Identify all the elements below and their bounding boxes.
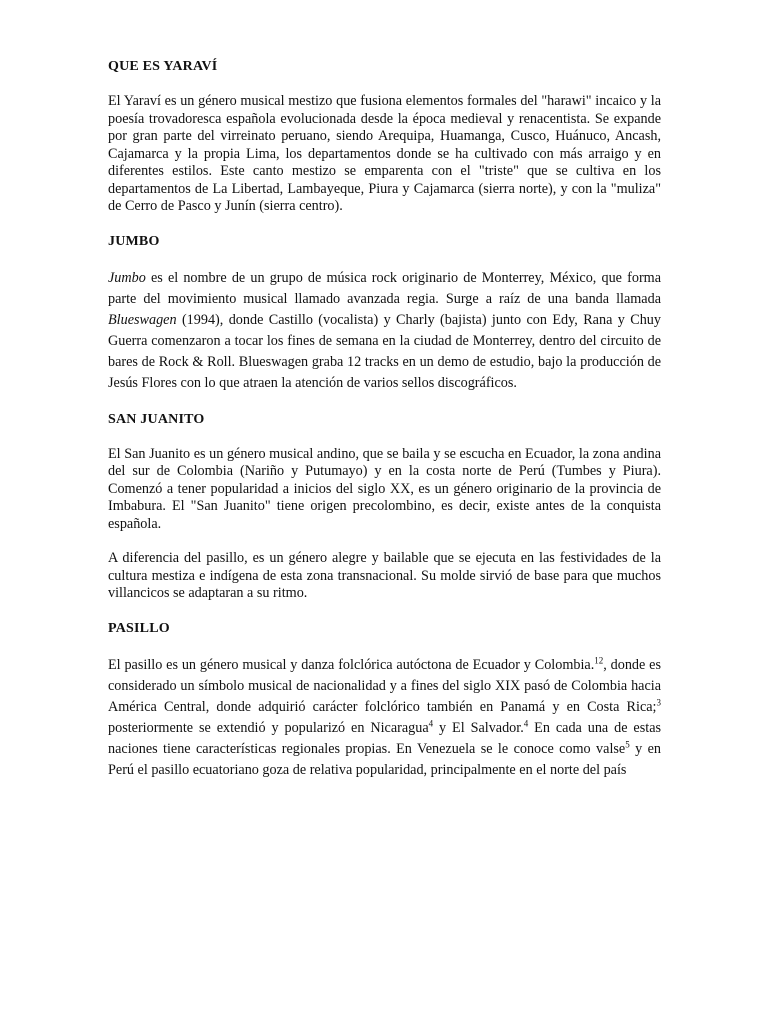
footnote-ref: 3 xyxy=(656,696,661,707)
section-heading: PASILLO xyxy=(108,620,170,636)
paragraph xyxy=(108,268,661,394)
text-run: y El Salvador. xyxy=(433,719,524,736)
section-heading: JUMBO xyxy=(108,233,160,249)
text-run: En cada una de estas naciones tiene características regionales propias. En Venezuela se le conoce como valse xyxy=(108,719,662,757)
text-run: El pasillo es un género musical y danza folclórica autóctona de Ecuador y Colombia. xyxy=(108,656,595,673)
text-run: y en Perú el pasillo ecuatoriano goza de relativa popularidad, principalmente en el norte del país xyxy=(108,740,661,778)
section-pasillo xyxy=(108,620,661,781)
footnote-ref: 5 xyxy=(625,738,630,749)
paragraph xyxy=(108,655,661,781)
section-yaravi xyxy=(108,58,661,216)
footnote-ref: 4 xyxy=(428,717,434,728)
paragraph: El Yaraví es un género musical mestizo que fusiona elementos formales del "harawi" incaico y la poesía trovadoresca española evolucionada desde la época medieval y renacentista. Se expande por gran parte del virreinato peruano, siendo Arequipa, Huamanga, Cusco, Huánuco, Ancash, Cajamarca y la propia Lima, los departamentos donde se ha cultivado con más arraigo y en diferentes estilos. Este canto mestizo se emparenta con el "triste" que se cultiva en los departamentos de La Libertad, Lambayeque, Piura y Cajamarca (sierra norte), y con la "muliza" de Cerro de Pasco y Junín (sierra centro). xyxy=(108,93,661,214)
paragraph: El San Juanito es un género musical andino, que se baila y se escucha en Ecuador, la zona andina del sur de Colombia (Nariño y Putumayo) y en la costa norte de Perú (Tumbes y Piura). Comenzó a tener popularidad a inicios del siglo XX, es un género originario de la provincia de Imbabura. El "San Juanito" tiene origen precolombino, es decir, existe antes de la conquista española. xyxy=(108,445,661,532)
text-run: , donde es considerado un símbolo musical de nacionalidad y a fines del siglo XIX pasó de Colombia hacia América Central, donde adquirió carácter folclórico también en Panamá y en Costa Rica; xyxy=(108,656,661,715)
section-heading: SAN JUANITO xyxy=(108,411,205,427)
footnote-ref: 4 xyxy=(523,717,529,728)
document-page xyxy=(108,58,661,798)
paragraph: A diferencia del pasillo, es un género alegre y bailable que se ejecuta en las festividades de la cultura mestiza e indígena de esta zona transnacional. Su molde sirvió de base para que muchos villancicos se adaptaran a su ritmo. xyxy=(108,550,661,601)
section-heading: QUE ES YARAVÍ xyxy=(108,59,218,74)
italic-text: Jumbo xyxy=(108,269,146,286)
text-run: (1994), donde Castillo (vocalista) y Charly (bajista) junto con Edy, Rana y Chuy Guerra comenzaron a tocar los fines de semana en la ciudad de Monterrey, dentro del circuito de bares de Rock & Roll. Blueswagen graba 12 tracks en un demo de estudio, bajo la producción de Jesús Flores con lo que atraen la atención de varios sellos discográficos. xyxy=(108,311,661,391)
text-run: es el nombre de un grupo de música rock originario de Monterrey, México, que forma parte del movimiento musical llamado avanzada regia. Surge a raíz de una banda llamada xyxy=(108,269,661,307)
italic-text: Blueswagen xyxy=(108,311,177,328)
text-run: posteriormente se extendió y popularizó en Nicaragua xyxy=(108,719,429,736)
section-san-juanito xyxy=(108,411,661,603)
section-jumbo xyxy=(108,233,661,394)
footnote-ref: 12 xyxy=(594,654,604,665)
